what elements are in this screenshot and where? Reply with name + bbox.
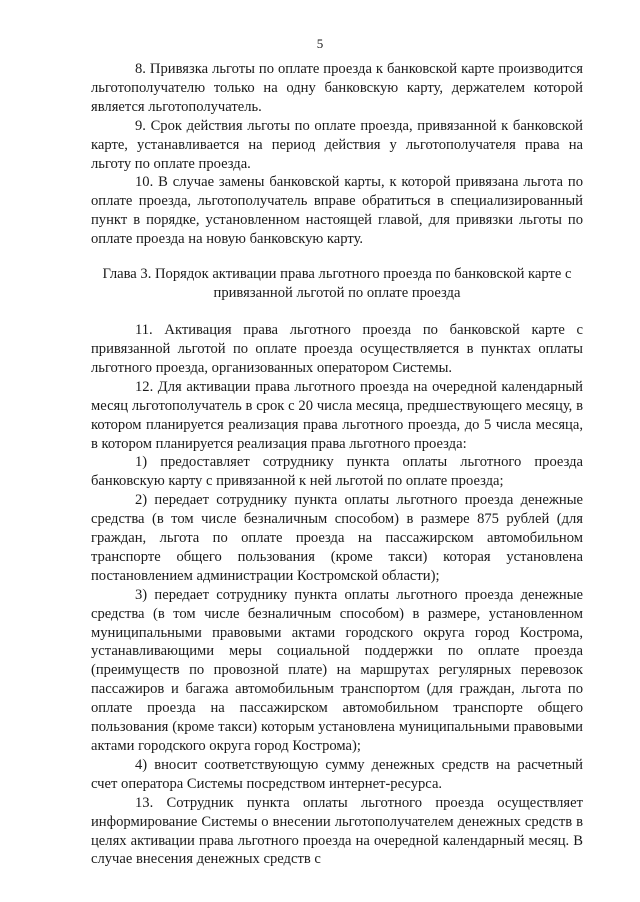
chapter-title: Глава 3. Порядок активации права льготного проезда по банковской карте с привязанной льготой по оплате проезда: [102, 266, 572, 302]
paragraph-12: 12. Для активации права льготного проезда на очередной календарный месяц льготополучатель в срок с 20 числа месяца, предшествующего месяцу, в котором планируется реализация права льготного проезда, до 5 числа месяца, в котором планируется реализация права льготного проезда:: [91, 378, 583, 452]
list-item-3: 3) передает сотруднику пункта оплаты льготного проезда денежные средства (в том числе безналичным способом) в размере, установленном муниципальными правовыми актами городского округа город Кострома, устанавливающими меры социальной поддержки по оплате проезда (преимуществ по провозной плате) на маршрутах регулярных перевозок пассажиров и багажа автомобильным транспортом (для граждан, льгота по оплате проезда на пассажирском автомобильном транспорте общего пользования (кроме такси) которым установлена муниципальными правовыми актами городского округа город Кострома);: [91, 586, 583, 754]
list-item-1: 1) предоставляет сотруднику пункта оплаты льготного проезда банковскую карту с привязанной к ней льготой по оплате проезда;: [91, 454, 583, 490]
document-body: [91, 60, 583, 869]
paragraph-13: 13. Сотрудник пункта оплаты льготного проезда осуществляет информирование Системы о внесении льготополучателем денежных средств в целях активации права льготного проезда на очередной календарный месяц. В случае внесения денежных средств с: [91, 794, 583, 868]
paragraph-9: 9. Срок действия льготы по оплате проезда, привязанной к банковской карте, устанавливается на период действия у льготополучателя права на льготу по оплате проезда.: [91, 117, 583, 172]
paragraph-8: 8. Привязка льготы по оплате проезда к банковской карте производится льготополучателю только на одну банковскую карту, держателем которой является льготополучатель.: [91, 61, 583, 115]
list-item-2: 2) передает сотруднику пункта оплаты льготного проезда денежные средства (в том числе безналичным способом) в размере 875 рублей (для граждан, льгота по оплате проезда на пассажирском автомобильном транспорте общего пользования (кроме такси) которая установлена постановлением администрации Костромской области);: [91, 492, 583, 584]
list-item-4: 4) вносит соответствующую сумму денежных средств на расчетный счет оператора Системы посредством интернет-ресурса.: [91, 756, 583, 792]
paragraph-10: 10. В случае замены банковской карты, к которой привязана льгота по оплате проезда, льготополучатель вправе обратиться в специализированный пункт в порядке, установленном настоящей главой, для привязки льготы по оплате проезда на новую банковскую карту.: [91, 174, 583, 248]
paragraph-11: 11. Активация права льготного проезда по банковской карте с привязанной льготой по оплате проезда осуществляется в пунктах оплаты льготного проезда, организованных оператором Системы.: [91, 322, 583, 376]
page-number: 5: [316, 36, 324, 51]
